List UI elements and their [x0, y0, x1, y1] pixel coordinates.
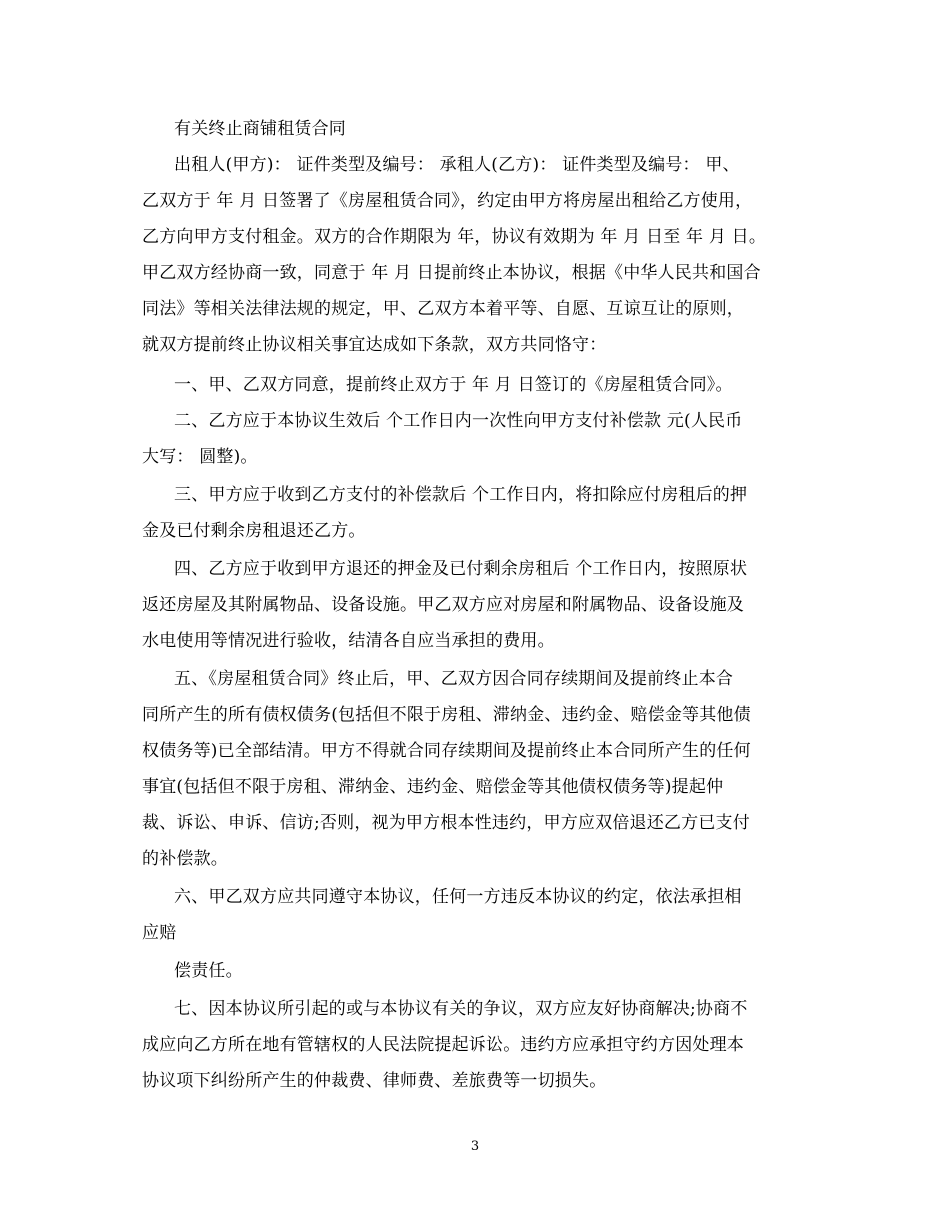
- text-line: 同法》等相关法律法规的规定，甲、乙双方本着平等、自愿、互谅互让的原则，: [142, 299, 744, 319]
- text-line: 事宜(包括但不限于房租、滞纳金、违约金、赔偿金等其他债权债务等)提起仲: [142, 777, 724, 797]
- text-line: 偿责任。: [174, 961, 243, 981]
- text-line: 权债务等)已全部结清。甲方不得就合同存续期间及提前终止本合同所产生的任何: [142, 741, 751, 761]
- page-number: 3: [470, 1139, 480, 1154]
- text-line: 就双方提前终止协议相关事宜达成如下条款，双方共同恪守：: [142, 335, 607, 355]
- clause-1: 一、甲、乙双方同意，提前终止双方于 年 月 日签订的《房屋租赁合同》。: [174, 375, 733, 395]
- text-line: 应赔: [142, 923, 177, 943]
- text-line: 返还房屋及其附属物品、设备设施。甲乙双方应对房屋和附属物品、设备设施及: [142, 595, 744, 615]
- clause-3: 三、甲方应于收到乙方支付的补偿款后 个工作日内，将扣除应付房租后的押: [174, 485, 748, 505]
- text-line: 成应向乙方所在地有管辖权的人民法院提起诉讼。违约方应承担守约方因处理本: [142, 1035, 744, 1055]
- text-line: 大写： 圆整)。: [142, 447, 258, 467]
- clause-2: 二、乙方应于本协议生效后 个工作日内一次性向甲方支付补偿款 元(人民币: [174, 411, 743, 431]
- text-line: 水电使用等情况进行验收，结清各自应当承担的费用。: [142, 631, 555, 651]
- clause-5: 五、《房屋租赁合同》终止后，甲、乙双方因合同存续期间及提前终止本合: [174, 669, 734, 689]
- text-line: 金及已付剩余房租退还乙方。: [142, 521, 366, 541]
- text-line: 裁、诉讼、申诉、信访;否则，视为甲方根本性违约，甲方应双倍退还乙方已支付: [142, 813, 750, 833]
- text-line: 同所产生的所有债权债务(包括但不限于房租、滞纳金、违约金、赔偿金等其他债: [142, 705, 751, 725]
- clause-7: 七、因本协议所引起的或与本协议有关的争议，双方应友好协商解决;协商不: [174, 999, 748, 1019]
- text-line: 乙方向甲方支付租金。双方的合作期限为 年，协议有效期为 年 月 日至 年 月 日。: [142, 227, 767, 247]
- clause-4: 四、乙方应于收到甲方退还的押金及已付剩余房租后 个工作日内，按照原状: [174, 559, 748, 579]
- text-line: 的补偿款。: [142, 849, 228, 869]
- text-line: 协议项下纠纷所产生的仲裁费、律师费、差旅费等一切损失。: [142, 1071, 607, 1091]
- text-line: 甲乙双方经协商一致，同意于 年 月 日提前终止本协议，根据《中华人民共和国合: [142, 263, 761, 283]
- text-line: 出租人(甲方)： 证件类型及编号： 承租人(乙方)： 证件类型及编号： 甲、: [174, 155, 740, 175]
- clause-6: 六、甲乙双方应共同遵守本协议，任何一方违反本协议的约定，依法承担相: [174, 887, 742, 907]
- document-title: 有关终止商铺租赁合同: [174, 119, 346, 139]
- text-line: 乙双方于 年 月 日签署了《房屋租赁合同》，约定由甲方将房屋出租给乙方使用，: [142, 191, 753, 211]
